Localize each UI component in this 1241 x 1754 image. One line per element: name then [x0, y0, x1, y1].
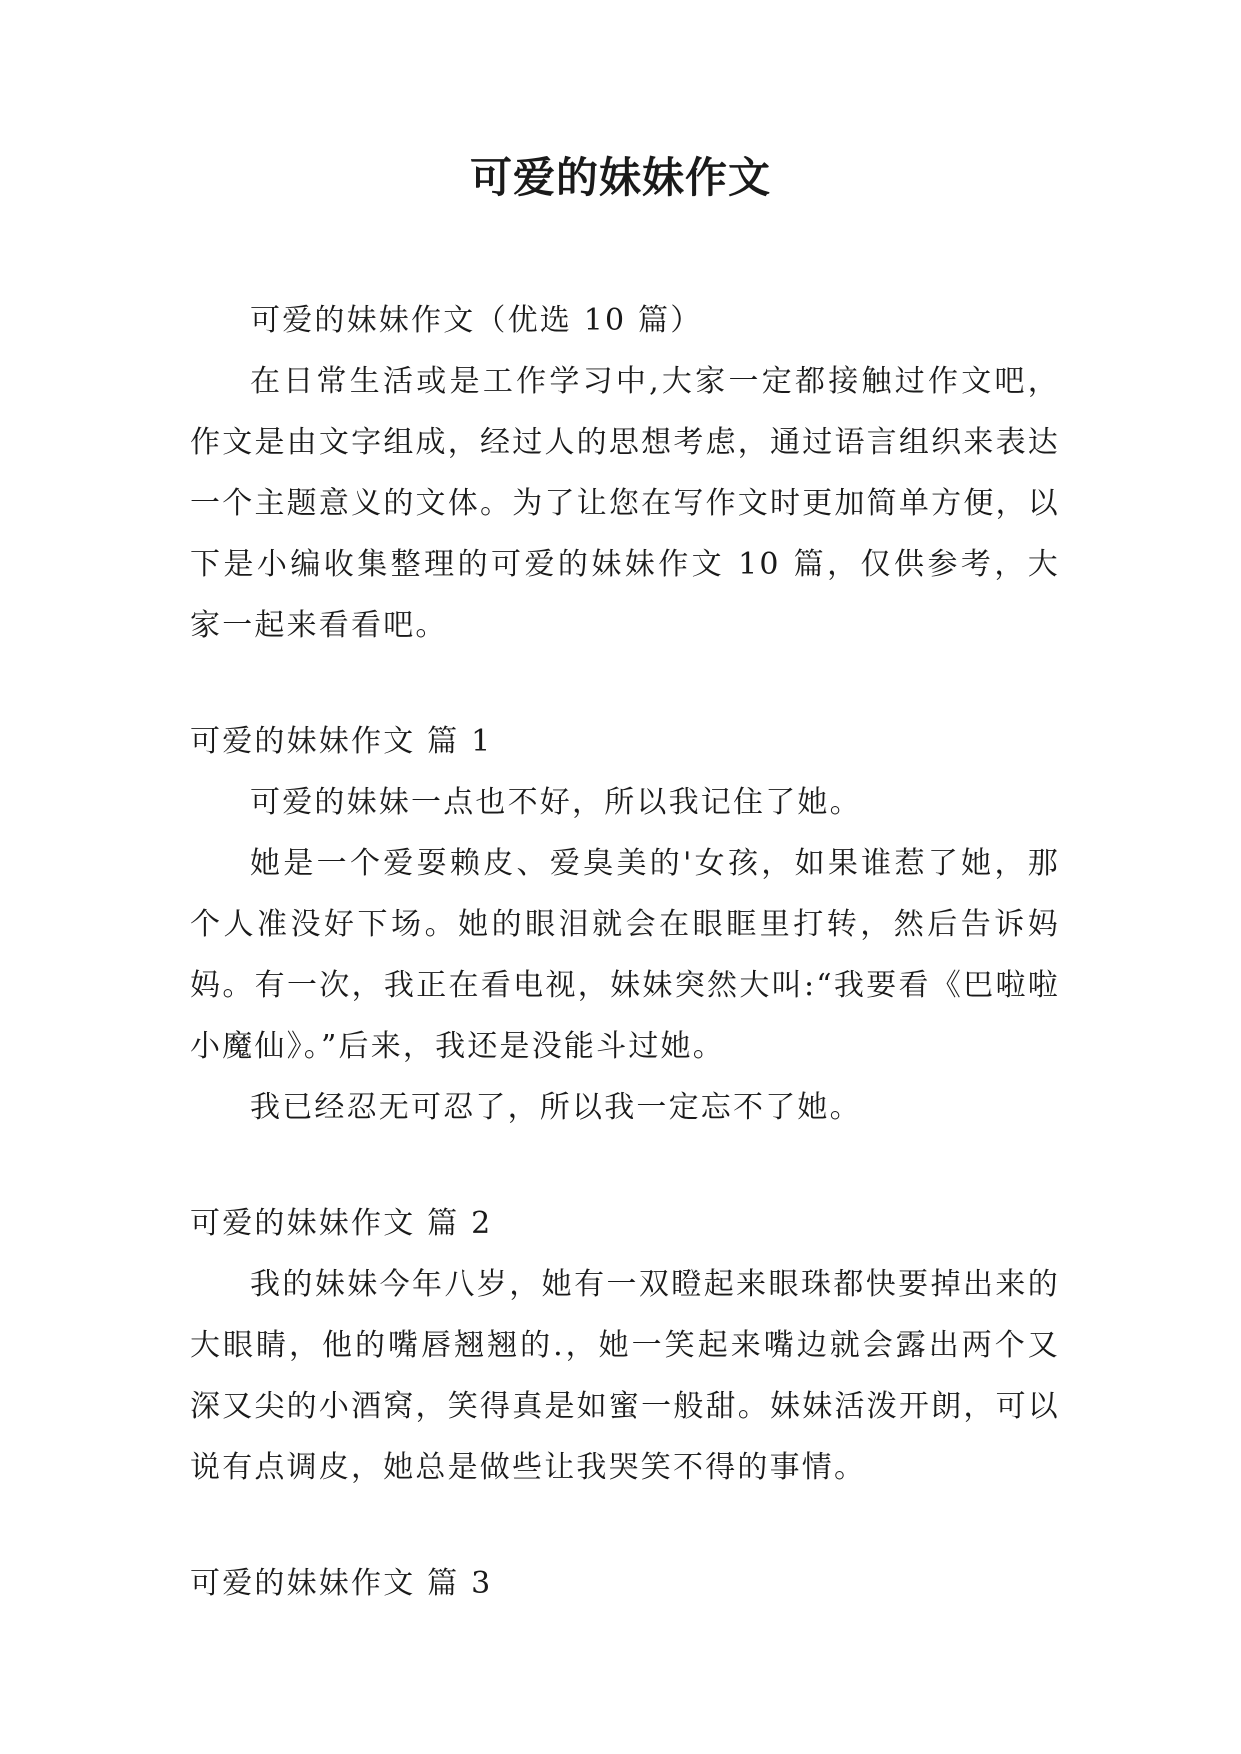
intro-paragraph: 在日常生活或是工作学习中,大家一定都接触过作文吧，作文是由文字组成，经过人的思想考虑，通过语言组织来表达一个主题意义的文体。为了让您在写作文时更加简单方便，以下是小编收集整理的可爱的妹妹作文 10 篇，仅供参考，大家一起来看看吧。	[190, 364, 1060, 643]
section-2	[190, 1193, 1060, 1498]
section-heading: 可爱的妹妹作文 篇 1	[190, 724, 493, 759]
section-3	[190, 1553, 1060, 1614]
section-gap	[190, 1138, 1060, 1193]
section-heading: 可爱的妹妹作文 篇 3	[190, 1566, 493, 1601]
section-paragraph: 我已经忍无可忍了，所以我一定忘不了她。	[250, 1090, 862, 1125]
section-gap	[190, 1498, 1060, 1553]
section-heading: 可爱的妹妹作文 篇 2	[190, 1206, 493, 1241]
document-title: 可爱的妹妹作文	[469, 153, 771, 202]
section-gap	[190, 656, 1060, 711]
section-1	[190, 711, 1060, 1138]
section-paragraph: 可爱的妹妹一点也不好，所以我记住了她。	[250, 785, 862, 820]
subtitle: 可爱的妹妹作文（优选 10 篇）	[250, 303, 703, 338]
section-paragraph: 她是一个爱耍赖皮、爱臭美的'女孩，如果谁惹了她，那个人准没好下场。她的眼泪就会在眼眶里打转，然后告诉妈妈。有一次，我正在看电视，妹妹突然大叫:“我要看《巴啦啦小魔仙》。”后来，我还是没能斗过她。	[190, 846, 1060, 1064]
section-paragraph: 我的妹妹今年八岁，她有一双瞪起来眼珠都快要掉出来的大眼睛，他的嘴唇翘翘的.，她一笑起来嘴边就会露出两个又深又尖的小酒窝，笑得真是如蜜一般甜。妹妹活泼开朗，可以说有点调皮，她总是做些让我哭笑不得的事情。	[190, 1267, 1060, 1485]
document-body	[190, 290, 1060, 1614]
